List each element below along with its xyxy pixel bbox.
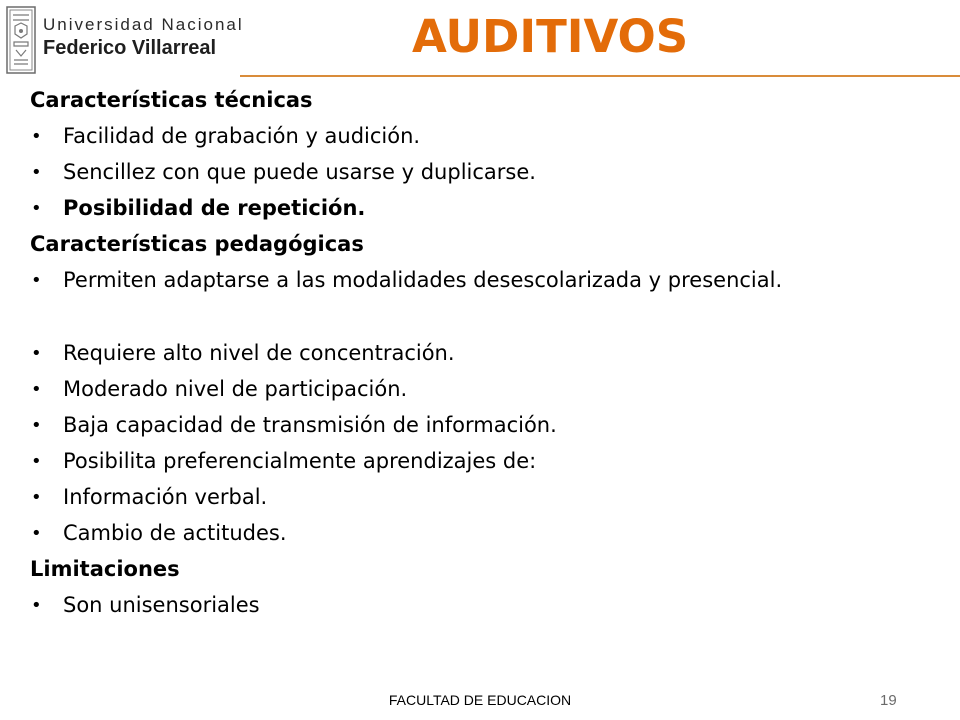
list-item	[30, 521, 930, 557]
bullet-icon: •	[31, 487, 42, 508]
list-item-text: Permiten adaptarse a las modalidades desescolarizada y presencial.	[63, 268, 783, 292]
section-heading-pedagogical: Características pedagógicas	[30, 232, 364, 256]
logo-line1: Universidad Nacional	[43, 15, 244, 34]
bullet-icon: •	[31, 595, 42, 616]
bullet-icon: •	[31, 379, 42, 400]
university-crest-icon	[6, 6, 36, 74]
list-item	[30, 268, 930, 341]
bullet-icon: •	[31, 126, 42, 147]
logo-line2: Federico Villarreal	[43, 37, 217, 59]
title-divider	[240, 75, 960, 77]
list-item-text: Cambio de actitudes.	[63, 521, 287, 545]
bullet-icon: •	[31, 523, 42, 544]
list-item-text: Información verbal.	[63, 485, 268, 509]
list-item-text: Posibilidad de repetición.	[63, 196, 366, 220]
slide-content	[30, 88, 930, 629]
list-item-text: Baja capacidad de transmisión de información.	[63, 413, 557, 437]
slide-title: AUDITIVOS	[412, 10, 689, 63]
page-number: 19	[880, 692, 897, 709]
list-item-text: Son unisensoriales	[63, 593, 260, 617]
list-item-text: Requiere alto nivel de concentración.	[63, 341, 455, 365]
section-heading-limitations: Limitaciones	[30, 557, 180, 581]
list-item	[30, 485, 930, 521]
list-item	[30, 196, 930, 232]
bullet-icon: •	[31, 343, 42, 364]
bullet-icon: •	[31, 198, 42, 219]
list-item	[30, 341, 930, 377]
bullet-icon: •	[31, 162, 42, 183]
bullet-icon: •	[31, 451, 42, 472]
list-item-text: Facilidad de grabación y audición.	[63, 124, 421, 148]
list-item	[30, 377, 930, 413]
list-item	[30, 413, 930, 449]
list-item-text: Sencillez con que puede usarse y duplicarse.	[63, 160, 536, 184]
list-item	[30, 124, 930, 160]
university-logo	[6, 6, 244, 74]
list-item-text: Posibilita preferencialmente aprendizajes de:	[63, 449, 537, 473]
section-heading-technical: Características técnicas	[30, 88, 313, 112]
list-item	[30, 449, 930, 485]
footer-text: FACULTAD DE EDUCACION	[388, 692, 572, 708]
list-item	[30, 160, 930, 196]
list-item-text: Moderado nivel de participación.	[63, 377, 408, 401]
bullet-icon: •	[31, 270, 42, 291]
bullet-icon: •	[31, 415, 42, 436]
list-item	[30, 593, 930, 629]
